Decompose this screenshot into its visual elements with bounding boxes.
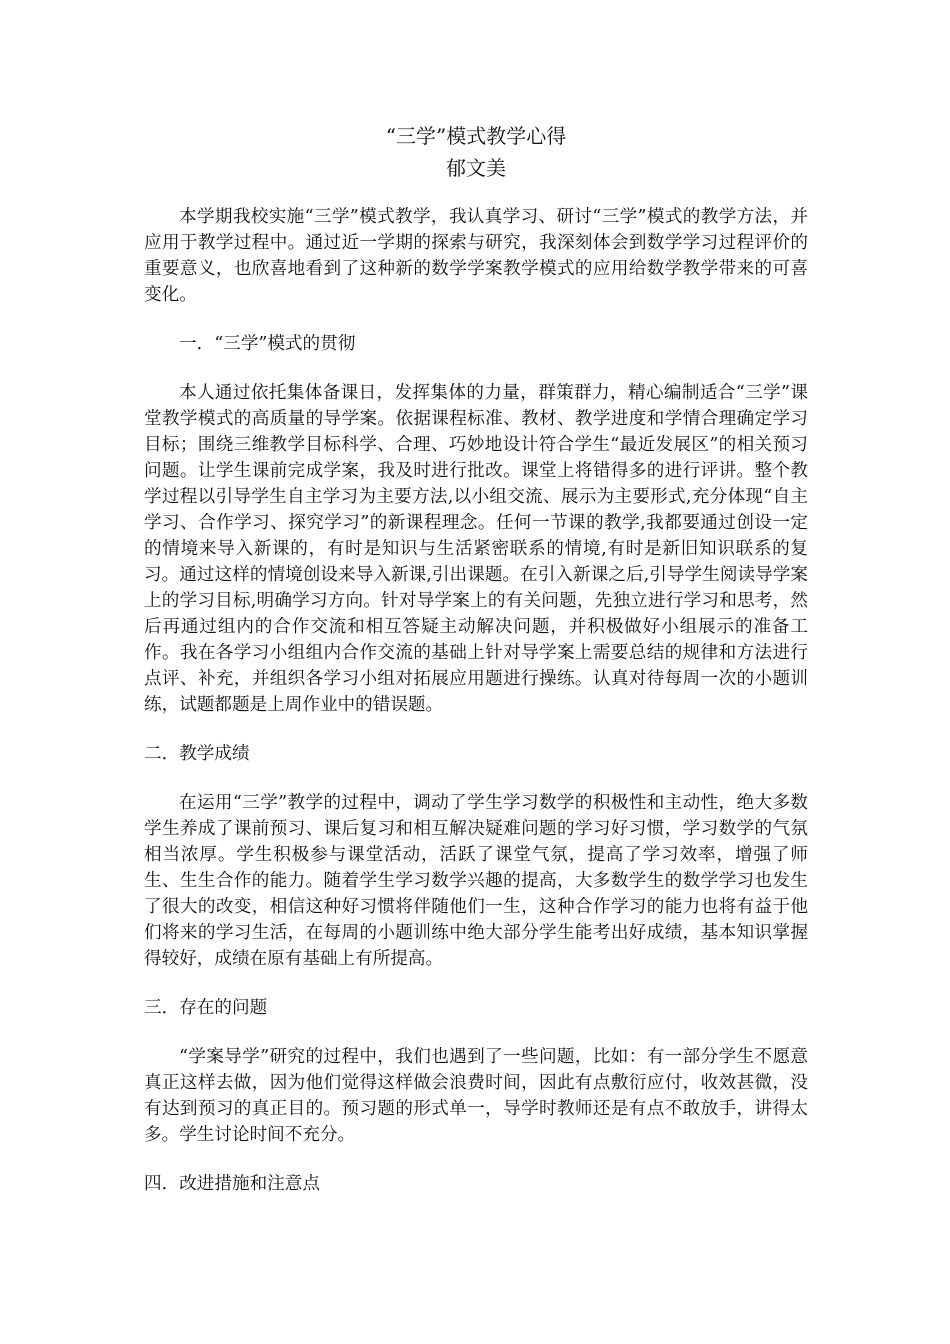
section-body-1: 本人通过依托集体备课日，发挥集体的力量，群策群力，精心编制适合“三学”课堂教学模式的高质量的导学案。依据课程标准、教材、教学进度和学情合理确定学习目标；围绕三维教学目标科学、合理、巧妙地设计符合学生“最近发展区”的相关预习问题。让学生课前完成学案，我及时进行批改。课堂上将错得多的进行评讲。整个教学过程以引导学生自主学习为主要方法,以小组交流、展示为主要形式,充分体现“自主学习、合作学习、探究学习”的新课程理念。任何一节课的教学,我都要通过创设一定的情境来导入新课的，有时是知识与生活紧密联系的情境,有时是新旧知识联系的复习。通过这样的情境创设来导入新课,引出课题。在引入新课之后,引导学生阅读导学案上的学习目标,明确学习方向。针对导学案上的有关问题，先独立进行学习和思考，然后再通过组内的合作交流和相互答疑主动解决问题，并积极做好小组展示的准备工作。我在各学习小组组内合作交流的基础上针对导学案上需要总结的规律和方法进行点评、补充，并组织各学习小组对拓展应用题进行操练。认真对待每周一次的小题训练，试题都题是上周作业中的错误题。 xyxy=(144,383,808,715)
section-heading-4: 四．改进措施和注意点 xyxy=(144,1174,320,1194)
section-heading-1: 一．“三学”模式的贯彻 xyxy=(179,334,356,354)
document-page xyxy=(144,120,808,1220)
section-heading-2: 二．教学成绩 xyxy=(144,744,250,764)
intro-paragraph: 本学期我校实施“三学”模式教学，我认真学习、研讨“三学”模式的教学方法，并应用于教学过程中。通过近一学期的探索与研究，我深刻体会到数学学习过程评价的重要意义，也欣喜地看到了这种新的数学学案教学模式的应用给数学教学带来的可喜变化。 xyxy=(144,207,808,305)
section-body-3: “学案导学”研究的过程中，我们也遇到了一些问题，比如：有一部分学生不愿意真正这样去做，因为他们觉得这样做会浪费时间，因此有点敷衍应付，收效甚微，没有达到预习的真正目的。预习题的形式单一，导学时教师还是有点不敢放手，讲得太多。学生讨论时间不充分。 xyxy=(144,1047,808,1145)
section-heading-3: 三．存在的问题 xyxy=(144,998,268,1018)
document-title: “三学”模式教学心得 xyxy=(385,124,567,148)
document-author: 郁文美 xyxy=(446,156,506,180)
section-body-2: 在运用“三学”教学的过程中，调动了学生学习数学的积极性和主动性，绝大多数学生养成了课前预习、课后复习和相互解决疑难问题的学习好习惯，学习数学的气氛相当浓厚。学生积极参与课堂活动，活跃了课堂气氛，提高了学习效率，增强了师生、生生合作的能力。随着学生学习数学兴趣的提高，大多数学生的数学学习也发生了很大的改变，相信这种好习惯将伴随他们一生，这种合作学习的能力也将有益于他们将来的学习生活，在每周的小题训练中绝大部分学生能考出好成绩，基本知识掌握得较好，成绩在原有基础上有所提高。 xyxy=(144,793,808,969)
